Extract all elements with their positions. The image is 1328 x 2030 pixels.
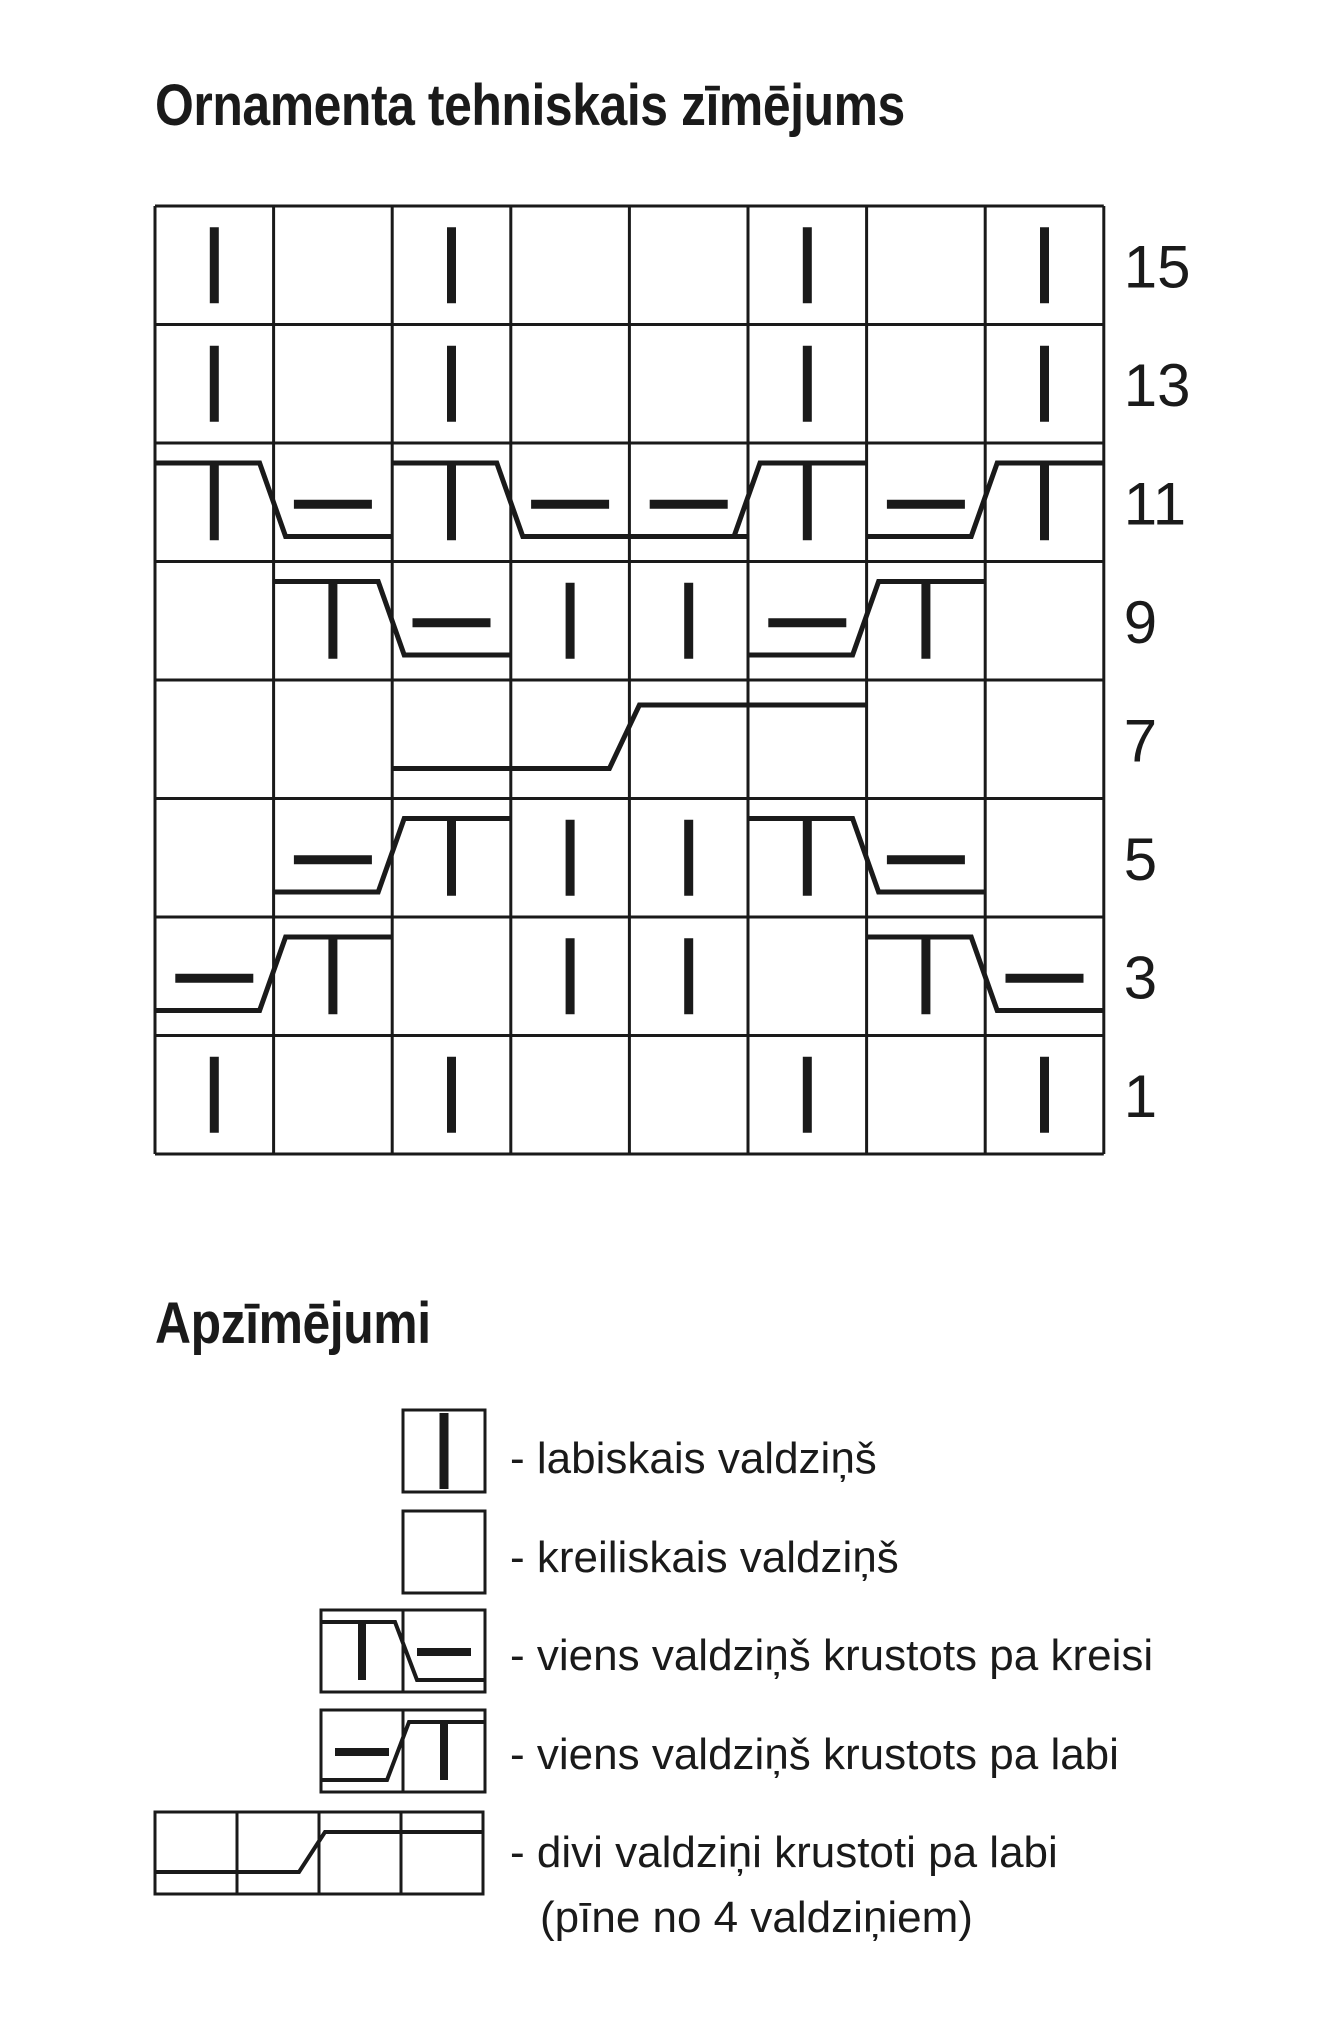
row-number: 13 [1123, 351, 1191, 419]
knit-stitch-symbol [447, 346, 456, 422]
knit-stitch-symbol [210, 1057, 219, 1133]
crossed-stitch-symbol [887, 855, 965, 864]
knit-stitch-symbol [803, 1057, 812, 1133]
row-number: 11 [1123, 470, 1187, 538]
knit-stitch-symbol [803, 346, 812, 422]
knit-stitch-symbol [210, 464, 219, 540]
knit-stitch-symbol [447, 464, 456, 540]
crossed-stitch-symbol [175, 974, 253, 983]
legend-label-knit: - labiskais valdziņš [510, 1434, 877, 1483]
legend-purl-box [403, 1511, 485, 1593]
legend-label-cable-note: (pīne no 4 valdziņiem) [540, 1893, 973, 1942]
knit-stitch-symbol [210, 227, 219, 303]
knit-stitch-symbol [684, 820, 693, 896]
legend-knit-symbol [440, 1724, 448, 1780]
knit-stitch-symbol [447, 227, 456, 303]
crossed-stitch-symbol [294, 500, 372, 509]
row-number: 1 [1123, 1062, 1158, 1130]
knit-stitch-symbol [566, 583, 575, 659]
legend-label-cross-left: - viens valdziņš krustots pa kreisi [510, 1631, 1154, 1680]
crossed-stitch-symbol [413, 618, 491, 627]
knit-stitch-symbol [210, 346, 219, 422]
row-number: 15 [1123, 233, 1191, 301]
crossed-stitch-symbol [1006, 974, 1084, 983]
row-numbers [1124, 233, 1191, 1130]
crossed-stitch-symbol [887, 500, 965, 509]
knit-stitch-symbol [447, 1057, 456, 1133]
chart-grid [155, 206, 1104, 1154]
legend-label-cross-right: - viens valdziņš krustots pa labi [510, 1730, 1119, 1779]
knit-stitch-symbol [803, 227, 812, 303]
legend-knit-symbol [358, 1624, 366, 1680]
knit-stitch-symbol [803, 464, 812, 540]
knit-stitch-symbol [684, 583, 693, 659]
knit-stitch-symbol [1040, 227, 1049, 303]
knit-stitch-symbol [921, 938, 930, 1014]
knit-stitch-symbol [566, 820, 575, 896]
row-number: 5 [1123, 825, 1158, 893]
knit-stitch-symbol [447, 820, 456, 896]
knit-stitch-symbol [803, 820, 812, 896]
legend-symbols [155, 1410, 485, 1894]
row-number: 9 [1123, 588, 1158, 656]
row-number: 7 [1123, 707, 1158, 775]
row-number: 3 [1123, 944, 1158, 1012]
legend-label-purl: - kreiliskais valdziņš [510, 1533, 899, 1582]
legend-dash-symbol [335, 1748, 389, 1756]
crossed-stitch-symbol [650, 500, 728, 509]
page-title: Ornamenta tehniskais zīmējums [155, 73, 905, 138]
knit-stitch-symbol [1040, 464, 1049, 540]
crossed-stitch-symbol [294, 855, 372, 864]
legend-knit-symbol [440, 1413, 449, 1489]
knit-stitch-symbol [1040, 346, 1049, 422]
crossed-stitch-symbol [768, 618, 846, 627]
knit-stitch-symbol [328, 583, 337, 659]
knit-stitch-symbol [684, 938, 693, 1014]
legend-dash-symbol [417, 1648, 471, 1656]
knit-stitch-symbol [1040, 1057, 1049, 1133]
knit-stitch-symbol [921, 583, 930, 659]
crossed-stitch-symbol [531, 500, 609, 509]
legend-heading: Apzīmējumi [155, 1291, 431, 1356]
legend-label-cable: - divi valdziņi krustoti pa labi [510, 1828, 1058, 1877]
knit-stitch-symbol [566, 938, 575, 1014]
knit-stitch-symbol [328, 938, 337, 1014]
